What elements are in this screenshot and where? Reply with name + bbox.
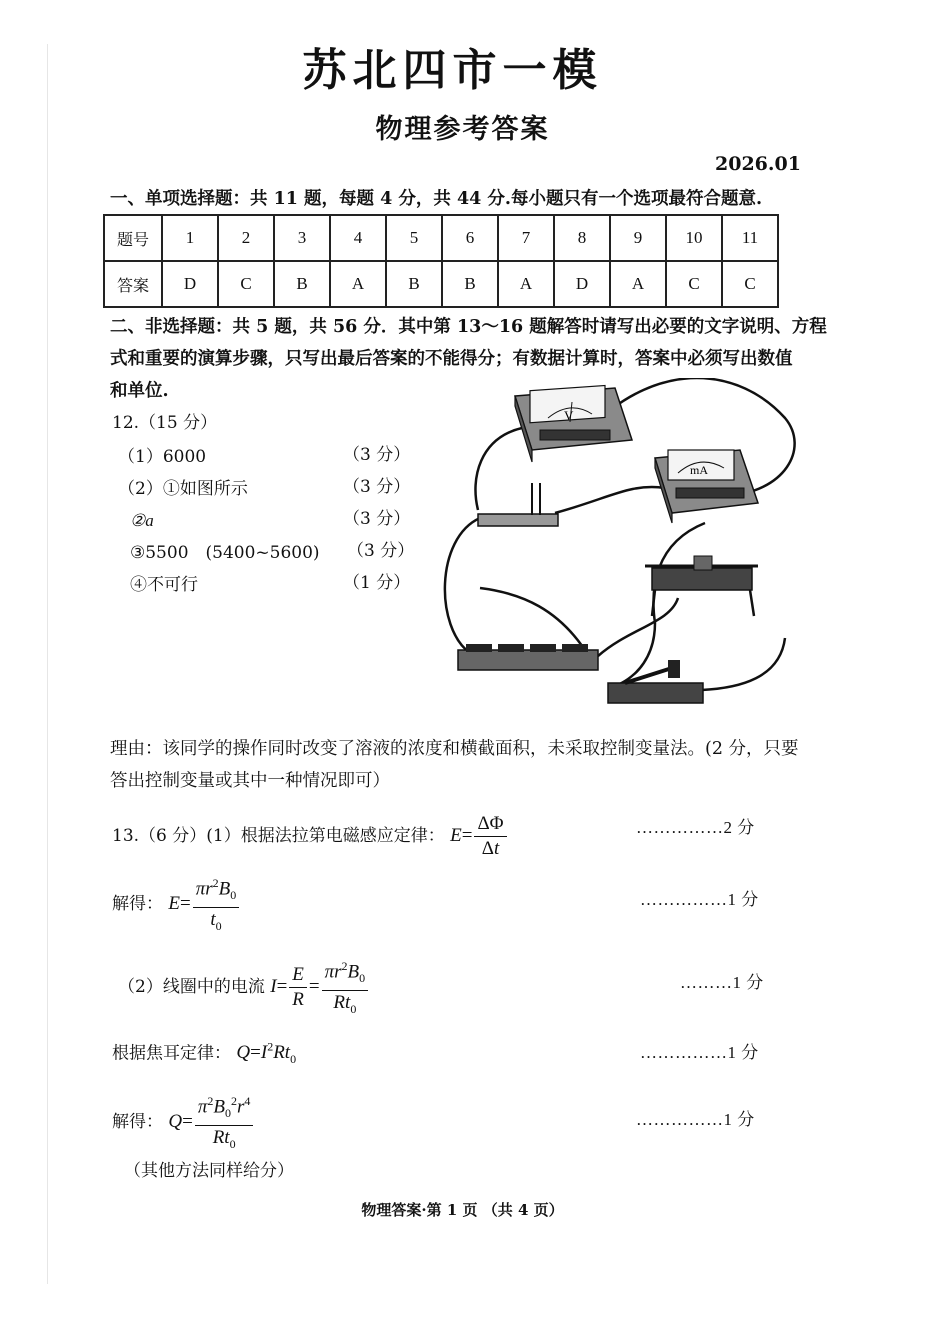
q13-line4 — [112, 1036, 296, 1070]
q12-answer-2: （2）①如图所示 — [118, 479, 248, 499]
table-row-numbers — [104, 215, 778, 261]
q13-score-4: ……………1 分 — [640, 1043, 759, 1062]
answer-cell: C — [666, 261, 722, 307]
q13-line2 — [112, 872, 241, 937]
section2-title-line1: 二、非选择题：共 5 题，共 56 分．其中第 13～16 题解答时请写出必要的文字说明、方程 — [110, 317, 827, 337]
answer-cell: B — [442, 261, 498, 307]
wire — [702, 638, 785, 690]
question-number: 10 — [666, 215, 722, 261]
question-number: 11 — [722, 215, 778, 261]
row-label-number: 题号 — [104, 215, 162, 261]
exam-title: 苏北四市一模 — [302, 45, 603, 96]
q13-score-2: ……………1 分 — [640, 890, 759, 909]
q12-reason-line1: 理由：该同学的操作同时改变了溶液的浓度和横截面积，未采取控制变量法。(2 分，只要 — [110, 739, 799, 759]
question-number: 8 — [554, 215, 610, 261]
question-number: 3 — [274, 215, 330, 261]
battery-box — [458, 644, 598, 670]
q13-score-1: ……………2 分 — [636, 818, 755, 837]
question-number: 6 — [442, 215, 498, 261]
q13-line5 — [112, 1090, 255, 1155]
question-number: 2 — [218, 215, 274, 261]
question-number: 7 — [498, 215, 554, 261]
q13-score-3: ………1 分 — [680, 973, 764, 992]
answer-cell: B — [274, 261, 330, 307]
wire — [555, 487, 665, 513]
ammeter-label: mA — [690, 463, 708, 477]
wire — [610, 523, 705, 688]
answer-table — [103, 214, 779, 308]
voltmeter-label: V — [564, 408, 574, 423]
question-number: 5 — [386, 215, 442, 261]
answer-cell: C — [722, 261, 778, 307]
q13-line5-text: 解得： — [112, 1111, 163, 1132]
answer-cell: C — [218, 261, 274, 307]
circuit-diagram — [440, 378, 820, 714]
q13-line3-text: （2）线圈中的电流 — [118, 976, 265, 997]
wire — [598, 598, 678, 656]
q12-answer-4: ③5500 (5400~5600) — [130, 543, 320, 563]
q13-line3 — [118, 955, 370, 1020]
q12-answer-5: ④不可行 — [130, 575, 198, 595]
section2-title-line3: 和单位. — [110, 381, 169, 401]
answer-cell: A — [498, 261, 554, 307]
answer-cell: D — [554, 261, 610, 307]
q12-score-2: （3 分） — [343, 477, 411, 497]
answer-cell: A — [610, 261, 666, 307]
q12-heading: 12.（15 分） — [112, 413, 218, 433]
q12-answer-1: （1）6000 — [118, 447, 207, 467]
q12-score-5: （1 分） — [343, 573, 411, 593]
q13-line1-text: 13.（6 分）(1）根据法拉第电磁感应定律： — [112, 825, 445, 846]
question-number: 1 — [162, 215, 218, 261]
answer-cell: A — [330, 261, 386, 307]
electrolyte-trough — [478, 483, 558, 526]
q12-answer-3: ②a — [130, 511, 154, 530]
q13-line4-text: 根据焦耳定律： — [112, 1043, 231, 1064]
q12-score-4: （3 分） — [347, 541, 415, 561]
wire — [475, 428, 522, 510]
q13-line2-text: 解得： — [112, 893, 163, 914]
section1-title: 一、单项选择题：共 11 题，每题 4 分，共 44 分.每小题只有一个选项最符合题意. — [110, 189, 763, 209]
formula-faraday: E= $\frac{\Delta\Phi}{\Delta t}$ — [450, 825, 508, 846]
formula-current: I= $\frac{E}{R}$ = $\frac{\pi r^2B_0}{Rt_0}$ — [270, 976, 370, 997]
q13-score-5: ……………1 分 — [636, 1110, 755, 1129]
formula-heat: Q= $\frac{\pi^2B_0^2r^4}{Rt_0}$ — [168, 1111, 255, 1132]
question-number: 9 — [610, 215, 666, 261]
row-label-answer: 答案 — [104, 261, 162, 307]
q12-reason-line2: 答出控制变量或其中一种情况即可） — [110, 771, 390, 791]
formula-emf: E= $\frac{\pi r^2B_0}{t_0}$ — [168, 893, 241, 914]
ammeter — [655, 450, 758, 523]
section2-title-line2: 式和重要的演算步骤，只写出最后答案的不能得分；有数据计算时，答案中必须写出数值 — [110, 349, 793, 369]
exam-date: 2026.01 — [715, 153, 801, 175]
q12-score-3: （3 分） — [343, 509, 411, 529]
answer-cell: D — [162, 261, 218, 307]
page-margin-line — [47, 44, 48, 1284]
answer-cell: B — [386, 261, 442, 307]
wire — [445, 518, 480, 653]
question-number: 4 — [330, 215, 386, 261]
q13-note: （其他方法同样给分） — [124, 1161, 294, 1181]
table-row-answers — [104, 261, 778, 307]
page-footer: 物理答案·第 1 页 （共 4 页） — [361, 1201, 564, 1219]
q13-line1 — [112, 813, 509, 860]
voltmeter — [515, 385, 632, 462]
formula-joule: $Q=I^2Rt_0$ — [236, 1040, 297, 1067]
subject-title: 物理参考答案 — [375, 114, 550, 145]
rheostat — [645, 556, 758, 616]
q12-score-1: （3 分） — [343, 445, 411, 465]
